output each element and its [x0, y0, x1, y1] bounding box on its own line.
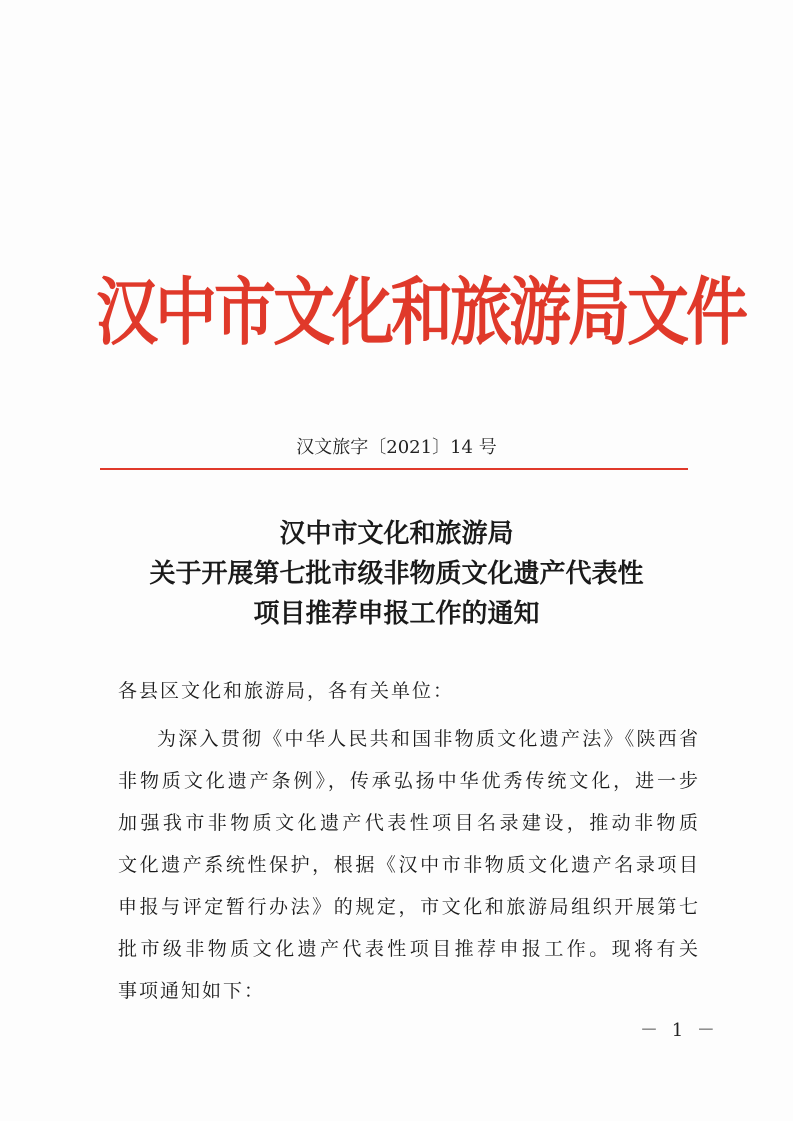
notice-title-line-3: 项目推荐申报工作的通知 — [253, 599, 540, 629]
document-number: 汉文旅字〔2021〕14 号 — [296, 437, 497, 458]
paragraph-line: 非物质文化遗产条例》，传承弘扬中华优秀传统文化，进一步 — [118, 770, 698, 792]
red-divider-line — [100, 468, 688, 470]
paragraph-line: 为深入贯彻《中华人民共和国非物质文化遗产法》《陕西省 — [157, 728, 698, 750]
paragraph-line: 事项通知如下： — [118, 980, 266, 1002]
paragraph-line: 加强我市非物质文化遗产代表性项目名录建设，推动非物质 — [118, 812, 698, 834]
notice-title-line-2: 关于开展第七批市级非物质文化遗产代表性 — [149, 559, 644, 589]
salutation: 各县区文化和旅游局，各有关单位： — [118, 680, 455, 702]
paragraph-line: 申报与评定暂行办法》的规定，市文化和旅游局组织开展第七 — [118, 896, 698, 918]
masthead-title: 汉中市文化和旅游局文件 — [96, 269, 746, 356]
notice-title-line-1: 汉中市文化和旅游局 — [279, 519, 514, 549]
paragraph-line: 文化遗产系统性保护，根据《汉中市非物质文化遗产名录项目 — [118, 854, 698, 876]
page-number: － 1 － — [640, 1020, 719, 1041]
paragraph-line: 批市级非物质文化遗产代表性项目推荐申报工作。现将有关 — [118, 938, 698, 960]
